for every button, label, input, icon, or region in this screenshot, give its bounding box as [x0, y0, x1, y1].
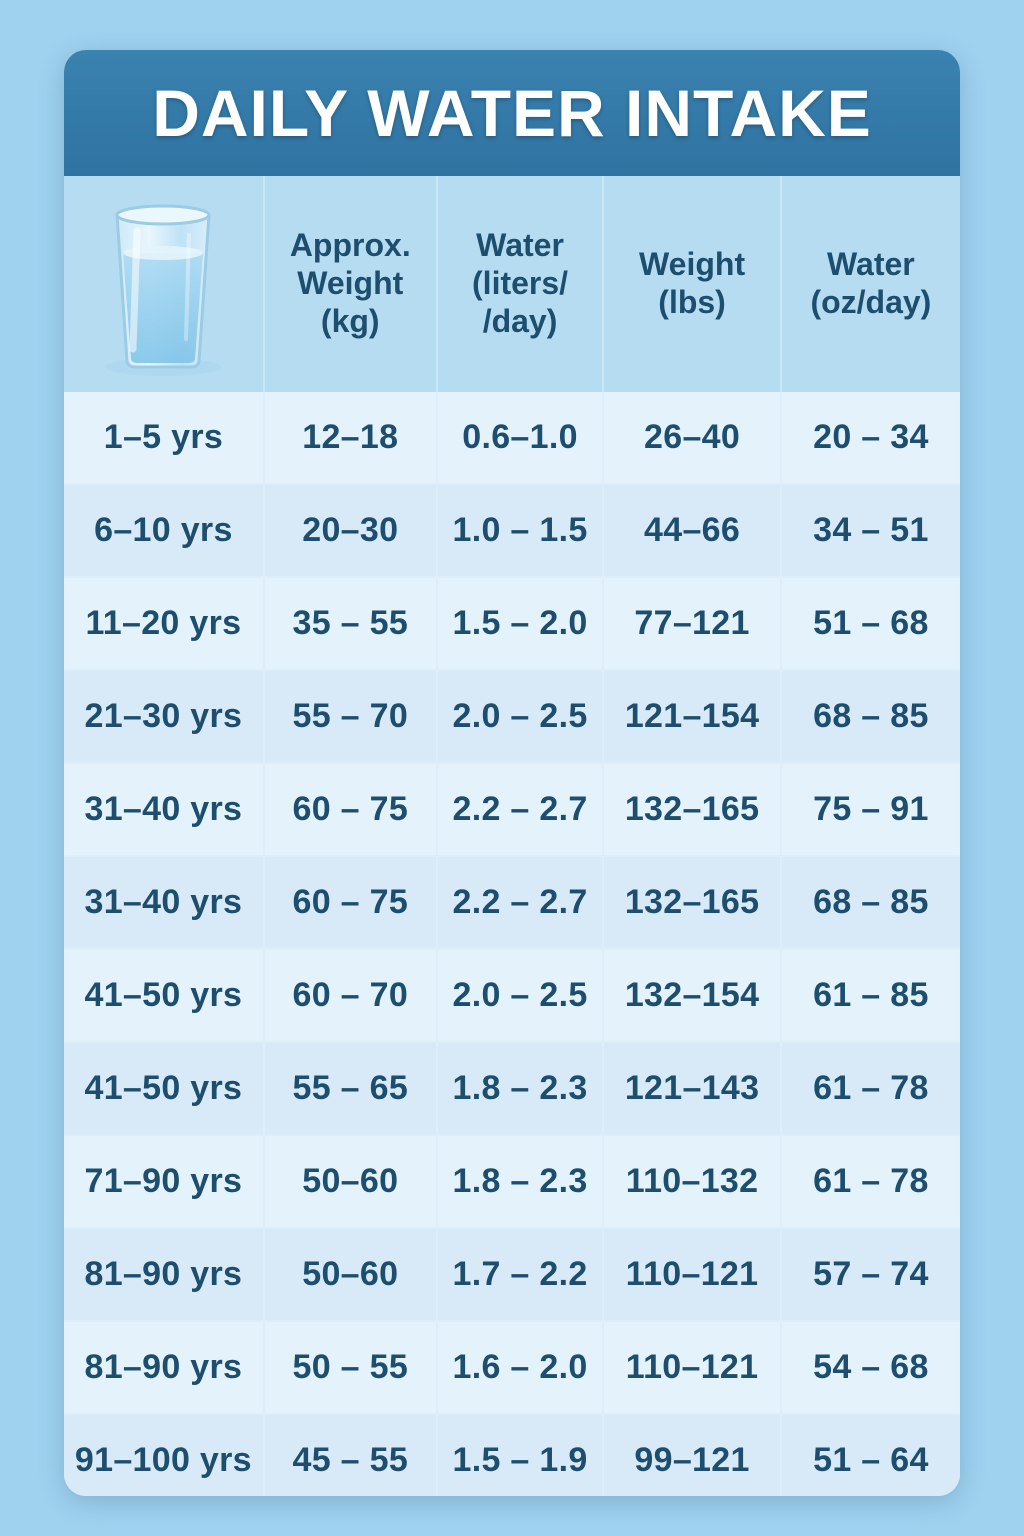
cell-water-liters: 1.7 – 2.2 [437, 1228, 604, 1321]
cell-water-liters: 1.0 – 1.5 [437, 484, 604, 577]
cell-water-liters: 1.8 – 2.3 [437, 1042, 604, 1135]
cell-weight-kg: 20–30 [264, 484, 437, 577]
water-intake-poster [64, 50, 960, 1496]
table-row [64, 1228, 960, 1321]
table-row [64, 670, 960, 763]
cell-weight-lbs: 77–121 [603, 577, 780, 670]
water-intake-table [64, 176, 960, 1496]
header-line: /day) [482, 302, 558, 339]
cell-weight-kg: 55 – 70 [264, 670, 437, 763]
cell-water-oz: 61 – 85 [781, 949, 960, 1042]
cell-weight-lbs: 110–132 [603, 1135, 780, 1228]
cell-weight-lbs: 110–121 [603, 1321, 780, 1414]
table-row [64, 1042, 960, 1135]
cell-water-oz: 54 – 68 [781, 1321, 960, 1414]
cell-water-oz: 51 – 64 [781, 1414, 960, 1496]
header-line: Water [476, 227, 564, 264]
table-row [64, 577, 960, 670]
cell-weight-kg: 45 – 55 [264, 1414, 437, 1496]
cell-weight-lbs: 132–165 [603, 763, 780, 856]
table-row [64, 949, 960, 1042]
cell-water-liters: 1.5 – 1.9 [437, 1414, 604, 1496]
cell-water-liters: 2.2 – 2.7 [437, 856, 604, 949]
cell-age: 31–40 yrs [64, 856, 264, 949]
header-line: Weight [297, 265, 404, 302]
cell-water-oz: 20 – 34 [781, 392, 960, 484]
cell-water-liters: 1.5 – 2.0 [437, 577, 604, 670]
cell-water-liters: 2.0 – 2.5 [437, 949, 604, 1042]
cell-age: 21–30 yrs [64, 670, 264, 763]
cell-age: 6–10 yrs [64, 484, 264, 577]
cell-weight-lbs: 132–165 [603, 856, 780, 949]
table-row [64, 484, 960, 577]
header-cell-approx-weight-kg [264, 176, 437, 392]
cell-age: 81–90 yrs [64, 1228, 264, 1321]
cell-water-liters: 2.0 – 2.5 [437, 670, 604, 763]
cell-weight-kg: 35 – 55 [264, 577, 437, 670]
cell-water-liters: 1.6 – 2.0 [437, 1321, 604, 1414]
page-title: DAILY WATER INTAKE [152, 76, 872, 150]
cell-water-oz: 34 – 51 [781, 484, 960, 577]
cell-weight-kg: 50–60 [264, 1135, 437, 1228]
water-glass-icon [64, 176, 263, 392]
cell-age: 31–40 yrs [64, 763, 264, 856]
cell-weight-lbs: 110–121 [603, 1228, 780, 1321]
cell-weight-kg: 50–60 [264, 1228, 437, 1321]
table-row [64, 856, 960, 949]
header-cell-weight-lbs [603, 176, 780, 392]
cell-weight-kg: 50 – 55 [264, 1321, 437, 1414]
cell-water-oz: 68 – 85 [781, 670, 960, 763]
header-line: (lbs) [658, 284, 726, 320]
cell-age: 41–50 yrs [64, 1042, 264, 1135]
table-header [64, 176, 960, 392]
header-cell-icon [64, 176, 264, 392]
cell-weight-lbs: 121–143 [603, 1042, 780, 1135]
header-line: (liters/ [472, 265, 569, 302]
cell-weight-lbs: 132–154 [603, 949, 780, 1042]
header-cell-water-liters [437, 176, 604, 392]
cell-weight-kg: 12–18 [264, 392, 437, 484]
cell-water-oz: 51 – 68 [781, 577, 960, 670]
cell-weight-kg: 55 – 65 [264, 1042, 437, 1135]
cell-age: 81–90 yrs [64, 1321, 264, 1414]
cell-water-liters: 1.8 – 2.3 [437, 1135, 604, 1228]
cell-weight-kg: 60 – 70 [264, 949, 437, 1042]
header-line: Water [827, 246, 915, 283]
cell-water-oz: 61 – 78 [781, 1042, 960, 1135]
cell-weight-kg: 60 – 75 [264, 856, 437, 949]
cell-water-oz: 57 – 74 [781, 1228, 960, 1321]
header-line: Approx. [289, 227, 411, 264]
table-body [64, 392, 960, 1496]
cell-weight-lbs: 99–121 [603, 1414, 780, 1496]
cell-age: 1–5 yrs [64, 392, 264, 484]
header-line: (kg) [320, 302, 380, 339]
table-row [64, 1414, 960, 1496]
header-line: Weight [639, 246, 746, 283]
cell-weight-lbs: 44–66 [603, 484, 780, 577]
cell-weight-lbs: 26–40 [603, 392, 780, 484]
cell-water-liters: 0.6–1.0 [437, 392, 604, 484]
table-row [64, 763, 960, 856]
cell-age: 91–100 yrs [64, 1414, 264, 1496]
cell-water-liters: 2.2 – 2.7 [437, 763, 604, 856]
table-header-row [64, 176, 960, 392]
table-row [64, 1135, 960, 1228]
header-line: (oz/day) [810, 284, 932, 320]
cell-water-oz: 61 – 78 [781, 1135, 960, 1228]
table-row [64, 392, 960, 484]
table-row [64, 1321, 960, 1414]
cell-weight-lbs: 121–154 [603, 670, 780, 763]
cell-water-oz: 68 – 85 [781, 856, 960, 949]
cell-age: 11–20 yrs [64, 577, 264, 670]
poster-title-bar [64, 50, 960, 176]
cell-weight-kg: 60 – 75 [264, 763, 437, 856]
cell-age: 71–90 yrs [64, 1135, 264, 1228]
header-cell-water-oz [781, 176, 960, 392]
cell-age: 41–50 yrs [64, 949, 264, 1042]
cell-water-oz: 75 – 91 [781, 763, 960, 856]
